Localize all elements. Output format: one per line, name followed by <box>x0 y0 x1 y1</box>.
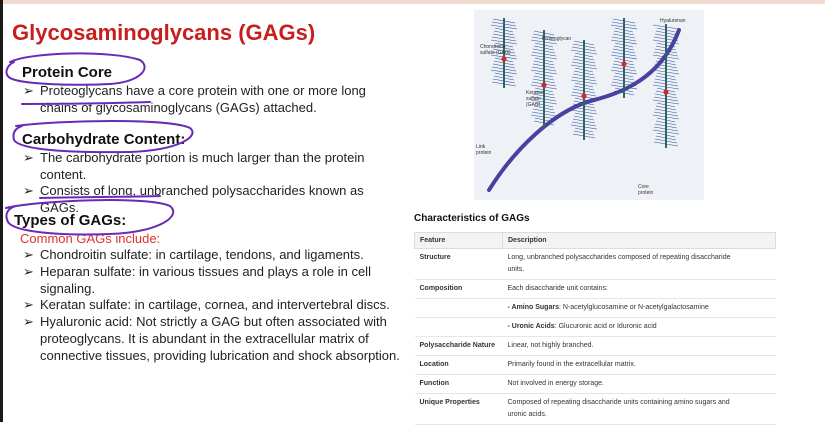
description-cell: - Amino Sugars: N-acetylglucosamine or N-acetylgalactosamine <box>503 299 776 318</box>
description-cell: Each disaccharide unit contains: <box>503 280 776 299</box>
bullet-carbohydrate-2: ➢ Consists of long, unbranched polysaccharides known as GAGs. <box>23 183 364 215</box>
description-cell: Linear, not highly branched. <box>503 337 776 356</box>
bullet-arrow-icon: ➢ <box>23 247 34 262</box>
bullet-arrow-icon: ➢ <box>23 183 34 198</box>
link-protein-0 <box>501 56 506 61</box>
link-protein-1 <box>541 82 546 87</box>
window-top-strip <box>0 0 825 4</box>
bullet-arrow-icon: ➢ <box>23 150 34 165</box>
bullet-type-chondroitin: ➢ Chondroitin sulfate: in cartilage, tendons, and ligaments. <box>23 247 364 262</box>
description-cell: Composed of repeating disaccharide units containing amino sugars and uronic acids. <box>503 394 776 425</box>
bullet-arrow-icon: ➢ <box>23 314 34 329</box>
bullet-arrow-icon: ➢ <box>23 83 34 98</box>
feature-cell: Composition <box>415 280 503 299</box>
table-row <box>415 249 776 280</box>
link-protein-3 <box>621 61 626 66</box>
slide-title: Glycosaminoglycans (GAGs) <box>12 20 316 45</box>
table-row <box>415 337 776 356</box>
proteoglycan-group <box>491 18 679 148</box>
table-header-row <box>415 233 776 249</box>
bullet-type-heparan: ➢ Heparan sulfate: in various tissues and plays a role in cell signaling. <box>23 264 371 296</box>
label-keratan-2: sulfate <box>526 96 541 102</box>
header-feature: Feature <box>415 233 503 249</box>
bullet-type-keratan: ➢ Keratan sulfate: in cartilage, cornea, and intervertebral discs. <box>23 297 390 312</box>
bullet-protein-core-1: ➢ Proteoglycans have a core protein with one or more long chains of glycosaminoglycans (GAGs) attached. <box>23 83 366 115</box>
table-row <box>415 280 776 299</box>
table-row <box>415 356 776 375</box>
description-cell: Long, unbranched polysaccharides composed of repeating disaccharide units. <box>503 249 776 280</box>
table-row <box>415 394 776 425</box>
description-cell: Primarily found in the extracellular matrix. <box>503 356 776 375</box>
types-intro: Common GAGs include: <box>20 231 161 246</box>
label-chondroitin-1: Chondroitin <box>480 44 506 50</box>
bullet-carbohydrate-1: ➢ The carbohydrate portion is much larger than the protein content. <box>23 150 365 182</box>
proteoglycan-diagram <box>474 10 704 200</box>
label-core-2: protein <box>638 190 654 196</box>
bullet-arrow-icon: ➢ <box>23 297 34 312</box>
bullet-type-hyaluronic: ➢ Hyaluronic acid: Not strictly a GAG but often associated with proteoglycans. It is abundant in the extracellular matrix of connective tissues, providing lubrication and shock absorption. <box>23 314 400 363</box>
label-proteoglycan: Proteoglycan <box>542 36 572 42</box>
feature-cell: Polysaccharide Nature <box>415 337 503 356</box>
label-keratan-3: (GAG) <box>526 102 541 108</box>
feature-cell <box>415 318 503 337</box>
table-title: Characteristics of GAGs <box>414 213 530 224</box>
characteristics-table <box>414 232 776 425</box>
feature-cell <box>415 299 503 318</box>
link-protein-4 <box>663 89 668 94</box>
label-link-2: protein <box>476 150 492 156</box>
proteoglycan-illustration <box>474 10 704 200</box>
label-keratan-1: Keratan <box>526 90 544 96</box>
feature-cell: Function <box>415 375 503 394</box>
heading-protein-core: Protein Core <box>22 64 113 81</box>
table-row <box>415 375 776 394</box>
label-link-1: Link <box>476 144 486 150</box>
heading-carbohydrate-content: Carbohydrate Content: <box>22 131 186 148</box>
table-row <box>415 318 776 337</box>
heading-types-of-gags: Types of GAGs: <box>14 212 127 229</box>
description-cell: - Uronic Acids: Glucuronic acid or Iduronic acid <box>503 318 776 337</box>
link-protein-2 <box>581 93 586 98</box>
label-hyaluronan: Hyaluronan <box>660 18 686 24</box>
feature-cell: Structure <box>415 249 503 280</box>
feature-cell: Location <box>415 356 503 375</box>
table-row <box>415 299 776 318</box>
window-left-edge <box>0 0 3 422</box>
description-cell: Not involved in energy storage. <box>503 375 776 394</box>
feature-cell: Unique Properties <box>415 394 503 425</box>
bullet-arrow-icon: ➢ <box>23 264 34 279</box>
label-core-1: Core <box>638 184 649 190</box>
header-description: Description <box>503 233 776 249</box>
label-chondroitin-2: sulfate (GAG) <box>480 50 511 56</box>
